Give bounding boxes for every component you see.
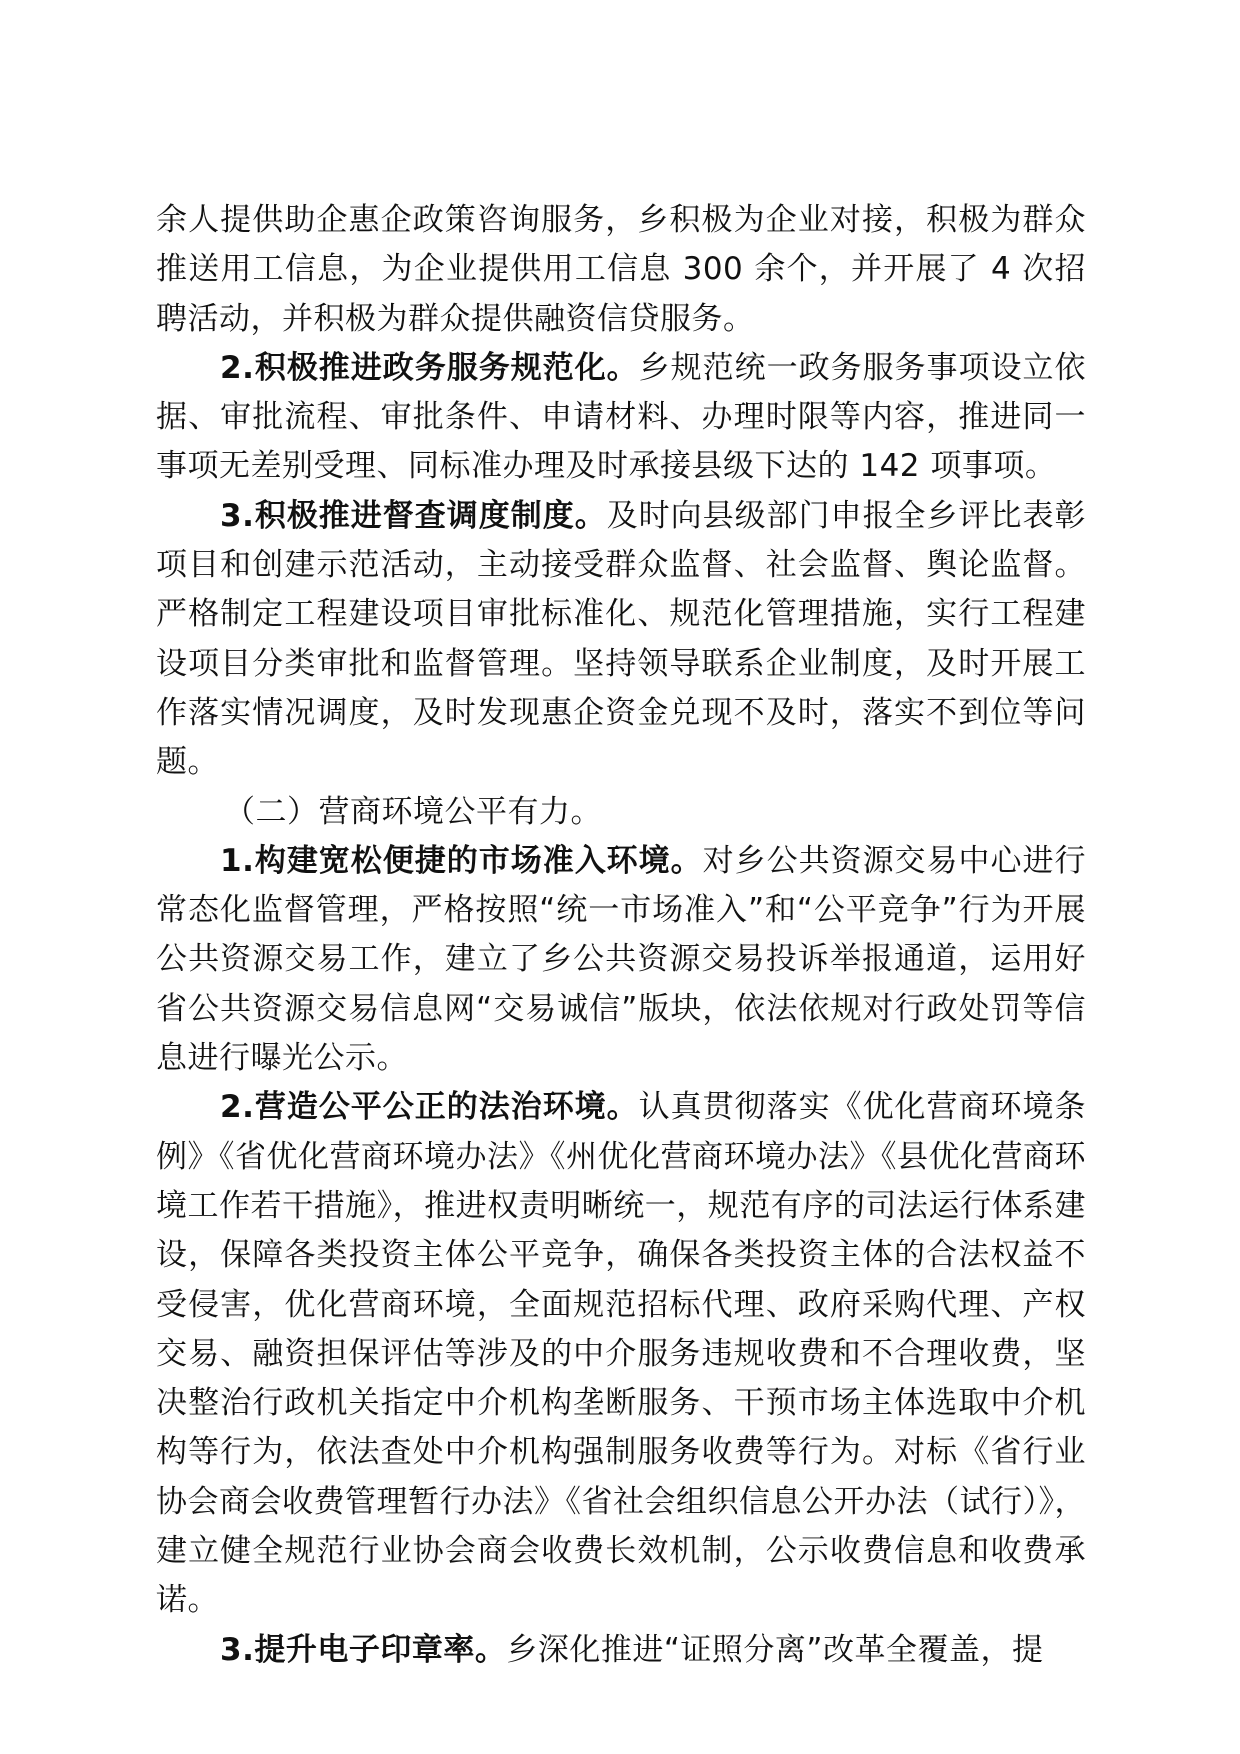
paragraph-heading: 1.构建宽松便捷的市场准入环境。 [220, 842, 703, 879]
paragraph-supervision [156, 492, 1086, 788]
paragraph-heading: 3.积极推进督查调度制度。 [220, 497, 607, 534]
paragraph-continuation [156, 196, 1086, 344]
section-title: （二）营商环境公平有力。 [224, 793, 602, 830]
paragraph-text: 乡规范统一政务服务事项设立依据、审批流程、审批条件、申请材料、办理时限等内容，推进同一事项无差别受理、同标准办理及时承接县级下达的 142 项事项。 [156, 349, 1086, 485]
paragraph-text: 认真贯彻落实《优化营商环境条例》《省优化营商环境办法》《州优化营商环境办法》《县优化营商环境工作若干措施》，推进权责明晰统一，规范有序的司法运行体系建设，保障各类投资主体公平竞争，确保各类投资主体的合法权益不受侵害，优化营商环境，全面规范招标代理、政府采购代理、产权交易、融资担保评估等涉及的中介服务违规收费和不合理收费，坚决整治行政机关指定中介机构垄断服务、干预市场主体选取中介机构等行为，依法查处中介机构强制服务收费等行为。对标《省行业协会商会收费管理暂行办法》《省社会组织信息公开办法（试行）》，建立健全规范行业协会商会收费长效机制，公示收费信息和收费承诺。 [156, 1089, 1086, 1619]
section-heading [156, 788, 1086, 837]
paragraph-text: 余人提供助企惠企政策咨询服务，乡积极为企业对接，积极为群众推送用工信息，为企业提供用工信息 300 余个，并开展了 4 次招聘活动，并积极为群众提供融资信贷服务。 [156, 202, 1086, 337]
paragraph-heading: 2.积极推进政务服务规范化。 [220, 349, 639, 386]
paragraph-legal-environment [156, 1083, 1086, 1625]
paragraph-market-access [156, 837, 1086, 1083]
paragraph-e-seal [156, 1626, 1086, 1675]
paragraph-heading: 3.提升电子印章率。 [220, 1631, 507, 1668]
paragraph-text: 对乡公共资源交易中心进行常态化监督管理，严格按照“统一市场准入”和“公平竞争”行为开展公共资源交易工作，建立了乡公共资源交易投诉举报通道，运用好省公共资源交易信息网“交易诚信”版块，依法依规对行政处罚等信息进行曝光公示。 [156, 842, 1086, 1077]
paragraph-text: 及时向县级部门申报全乡评比表彰项目和创建示范活动，主动接受群众监督、社会监督、舆论监督。严格制定工程建设项目审批标准化、规范化管理措施，实行工程建设项目分类审批和监督管理。坚持领导联系企业制度，及时开展工作落实情况调度，及时发现惠企资金兑现不及时，落实不到位等问题。 [156, 497, 1086, 781]
paragraph-heading: 2.营造公平公正的法治环境。 [220, 1089, 639, 1126]
paragraph-text: 乡深化推进“证照分离”改革全覆盖，提 [506, 1631, 1044, 1668]
paragraph-standardization [156, 344, 1086, 492]
document-body [156, 196, 1086, 1675]
